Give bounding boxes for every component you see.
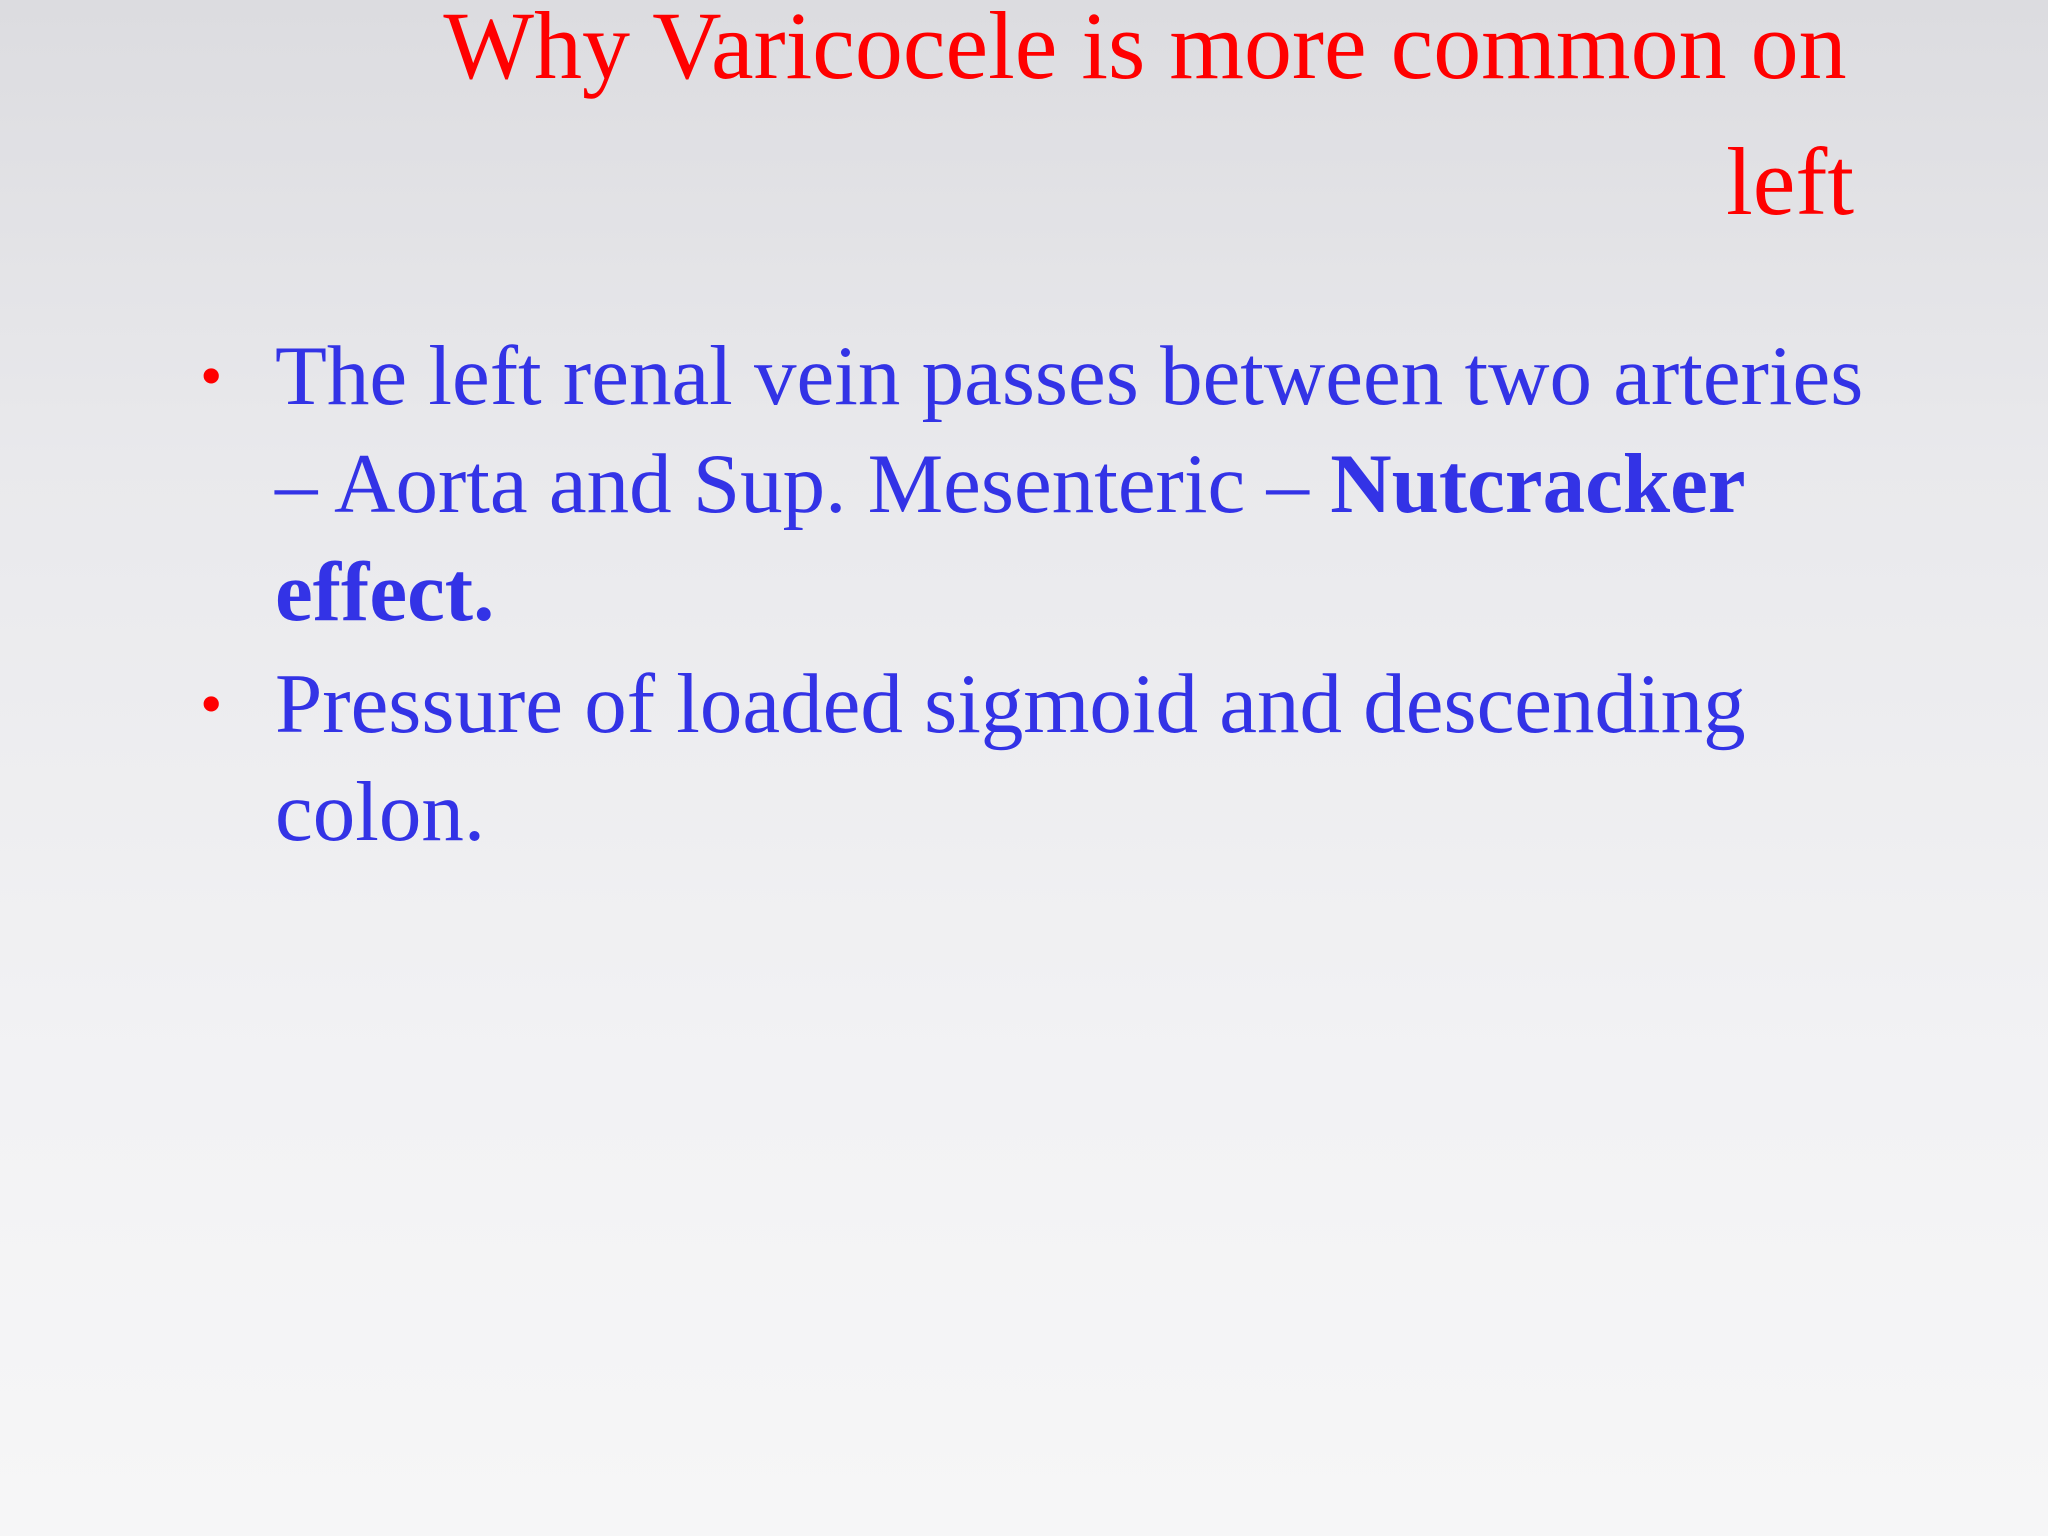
slide-title	[380, 0, 1910, 250]
bullet-dot-icon: •	[200, 668, 223, 739]
bullet-item-renal-vein	[200, 322, 1900, 646]
bullet-item-sigmoid-pressure	[200, 650, 1900, 866]
bullet-text: The left renal vein passes between two arteries – Aorta and Sup. Mesenteric –	[275, 329, 1864, 531]
slide-title-line-1: Why Varicocele is more common on	[443, 0, 1847, 99]
slide-title-line-2: left	[1726, 128, 1854, 235]
bullet-emphasis-text: Nutcracker effect.	[275, 437, 1745, 639]
bullet-list	[200, 322, 1900, 870]
bullet-dot-icon: •	[200, 340, 223, 411]
bullet-text: Pressure of loaded sigmoid and descending colon.	[275, 657, 1746, 859]
